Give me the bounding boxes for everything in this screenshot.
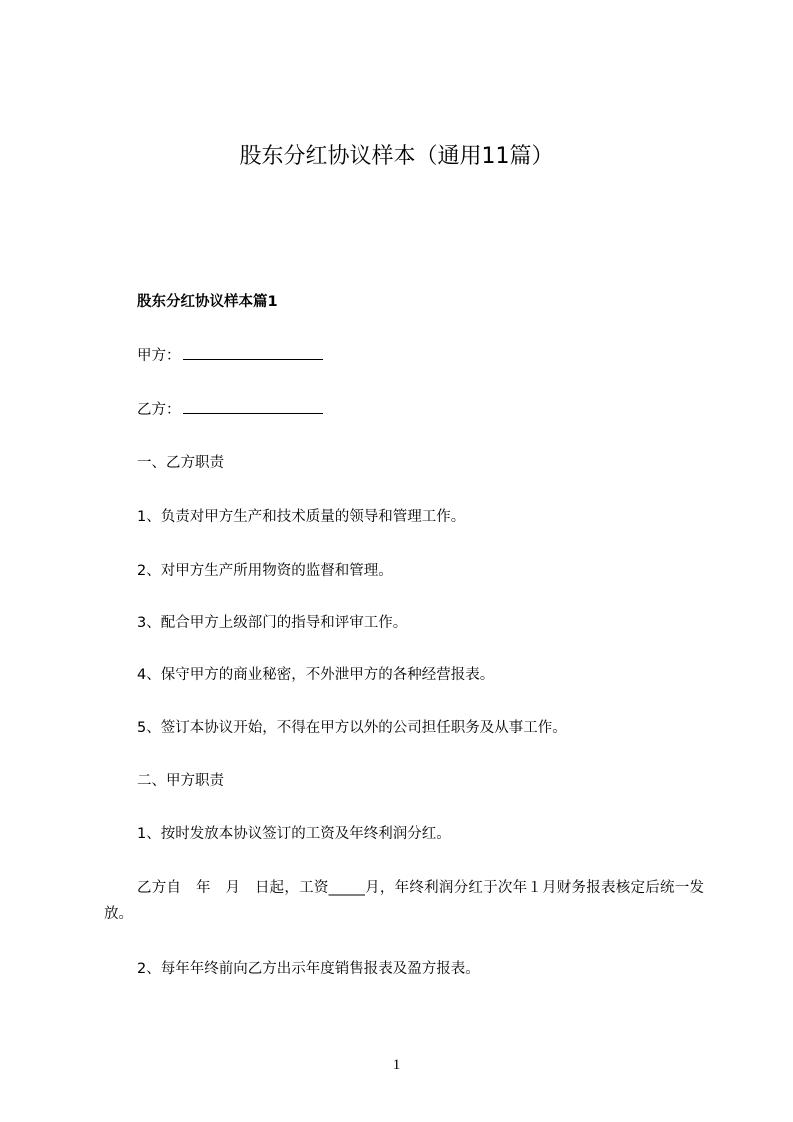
party-b-blank <box>183 399 323 414</box>
part2-heading: 二、甲方职责 <box>137 773 224 789</box>
page-number: 1 <box>392 1057 401 1073</box>
party-b-line <box>137 399 323 420</box>
part1-heading: 一、乙方职责 <box>137 455 224 471</box>
part1-item: 5、签订本协议开始，不得在甲方以外的公司担任职务及从事工作。 <box>137 720 567 736</box>
part2-item: 1、按时发放本协议签订的工资及年终利润分红。 <box>137 826 451 842</box>
part1-item: 4、保守甲方的商业秘密，不外泄甲方的各种经营报表。 <box>137 667 495 683</box>
party-a-label: 甲方： <box>137 348 181 364</box>
part1-item: 2、对甲方生产所用物资的监督和管理。 <box>137 563 393 579</box>
part2-item: 2、每年年终前向乙方出示年度销售报表及盈方报表。 <box>137 961 480 977</box>
part1-item: 3、配合甲方上级部门的指导和评审工作。 <box>137 615 408 631</box>
document-title: 股东分红协议样本（通用11篇） <box>239 144 554 169</box>
party-b-label: 乙方： <box>137 402 181 418</box>
party-a-blank <box>183 345 323 360</box>
part1-item: 1、负责对甲方生产和技术质量的领导和管理工作。 <box>137 509 466 525</box>
section-heading: 股东分红协议样本篇1 <box>137 294 278 310</box>
salary-paragraph: 乙方自 年 月 日起，工资_____月，年终利润分红于次年１月财务报表核定后统一发放。 <box>104 880 704 922</box>
party-a-line <box>137 345 323 366</box>
